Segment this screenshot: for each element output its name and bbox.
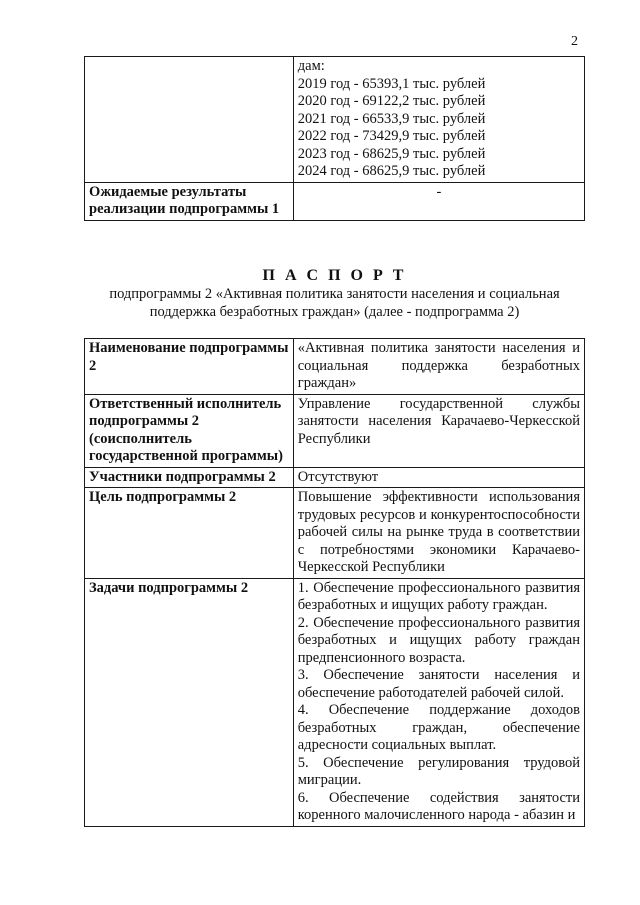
task-item: 1. Обеспечение профессионального развития безработных и ищущих работу граждан. <box>297 579 580 613</box>
tasks-label: Задачи подпрограммы 2 <box>85 578 294 826</box>
results-value: - <box>293 182 584 220</box>
row-label: Наименование подпрограммы 2 <box>85 339 294 395</box>
finance-line: 2021 год - 66533,9 тыс. рублей <box>297 110 486 127</box>
task-item: 5. Обеспечение регулирования трудовой миграции. <box>297 754 580 788</box>
table-row <box>85 57 585 183</box>
table-row <box>85 182 585 220</box>
finance-line: 2020 год - 69122,2 тыс. рублей <box>297 93 486 109</box>
page-number: 2 <box>571 34 578 49</box>
finance-line: 2023 год - 68625,9 тыс. рублей <box>297 145 486 162</box>
table-row <box>85 394 585 467</box>
row-label: Участники подпрограммы 2 <box>85 467 294 488</box>
finance-line: 2022 год - 73429,9 тыс. рублей <box>297 128 486 144</box>
passport-subtitle-line2: поддержка безработных граждан» (далее - подпрограмма 2) <box>149 303 520 320</box>
table-row <box>85 467 585 488</box>
task-item: 2. Обеспечение профессионального развития безработных и ищущих работу граждан предпенсионного возраста. <box>297 614 580 666</box>
passport-table <box>84 338 585 827</box>
tasks-cell <box>293 578 584 826</box>
table-row <box>85 339 585 395</box>
row-value: Отсутствуют <box>293 467 584 488</box>
row-label: Ответственный исполнитель подпрограммы 2 (соисполнитель государственной программы) <box>85 394 294 467</box>
empty-cell <box>85 57 294 183</box>
table-row <box>85 488 585 579</box>
finance-line: дам: <box>297 58 325 74</box>
task-item: 3. Обеспечение занятости населения и обеспечение работодателей рабочей силой. <box>297 667 580 701</box>
task-item: 4. Обеспечение поддержание доходов безработных граждан, обеспечение адресности социальных выплат. <box>297 702 580 753</box>
row-value: Повышение эффективности использования трудовых ресурсов и конкурентоспособности рабочей силы на рынке труда в соответствии с потребностями экономики Карачаево-Черкесской Республики <box>293 488 584 579</box>
passport-subtitle-line1: подпрограммы 2 «Активная политика занятости населения и социальная <box>109 286 560 302</box>
finance-table <box>84 56 585 221</box>
results-label: Ожидаемые результаты реализации подпрограммы 1 <box>85 182 294 220</box>
row-value: Управление государственной службы занятости населения Карачаево-Черкесской Республики <box>293 394 584 467</box>
table-row <box>85 578 585 826</box>
finance-line: 2024 год - 68625,9 тыс. рублей <box>297 163 486 179</box>
row-label: Цель подпрограммы 2 <box>85 488 294 579</box>
finance-cell <box>293 57 584 183</box>
passport-heading <box>84 266 585 321</box>
passport-title: П А С П О Р Т <box>262 267 407 284</box>
task-item: 6. Обеспечение содействия занятости коренного малочисленного народа - абазин и <box>297 789 580 823</box>
row-value: «Активная политика занятости населения и социальная поддержка безработных граждан» <box>293 339 584 395</box>
finance-line: 2019 год - 65393,1 тыс. рублей <box>297 75 486 92</box>
